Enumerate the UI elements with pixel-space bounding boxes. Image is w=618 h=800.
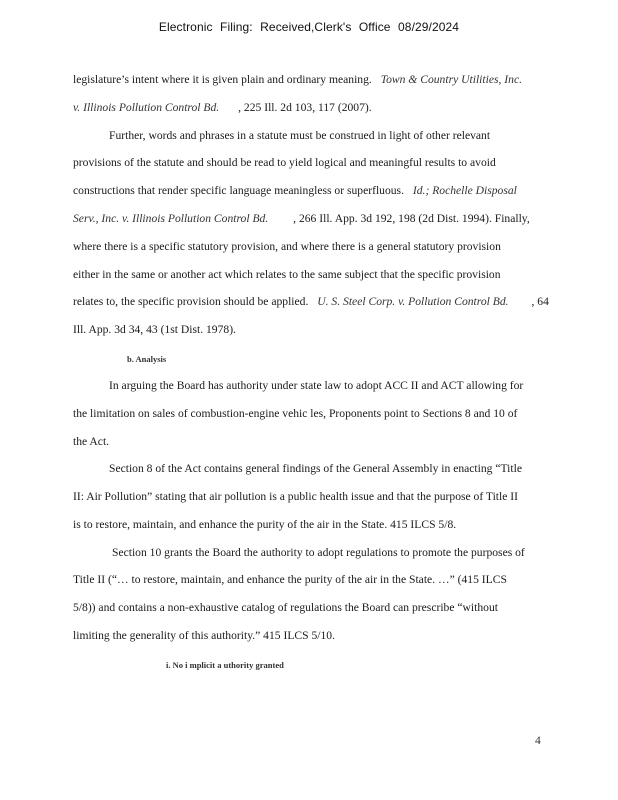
case-citation: ; Rochelle Disposal (425, 184, 517, 197)
case-citation: Id. (412, 184, 426, 197)
section-heading-i: i. No i mplicit a uthority granted (166, 660, 284, 670)
text-line: is to restore, maintain, and enhance the purity of the air in the State. 415 ILCS 5/8. (73, 518, 457, 531)
text-line (73, 101, 372, 114)
page-number: 4 (535, 734, 541, 747)
filing-header: Electronic Filing: Received,Clerk's Office 08/29/2024 (158, 20, 460, 34)
text-run: , 266 Ill. App. 3d 192, 198 (2d Dist. 1994). Finally, (293, 212, 530, 225)
text-line: either in the same or another act which relates to the same subject that the specific provision (73, 268, 501, 281)
text-run: relates to, the specific provision should be applied. (73, 295, 309, 308)
text-line: Section 10 grants the Board the authority to adopt regulations to promote the purposes of (112, 546, 525, 559)
text-line: Section 8 of the Act contains general findings of the General Assembly in enacting “Title (109, 462, 522, 475)
case-citation: v. Illinois Pollution Control Bd. (73, 101, 220, 114)
text-run: , 64 (531, 295, 549, 308)
text-line: the limitation on sales of combustion-engine vehic les, Proponents point to Sections 8 and 10 of (73, 407, 518, 420)
text-run: , 225 Ill. 2d 103, 117 (2007). (238, 101, 372, 114)
text-line (73, 184, 517, 197)
text-line: Title II (“… to restore, maintain, and enhance the purity of the air in the State. …” (415 ILCS (73, 573, 507, 586)
text-run: legislature’s intent where it is given plain and ordinary meaning. (73, 73, 372, 86)
text-line: provisions of the statute and should be read to yield logical and meaningful results to avoid (73, 156, 496, 169)
text-line: 5/8)) and contains a non-exhaustive catalog of regulations the Board can prescribe “without (73, 601, 498, 614)
case-citation: U. S. Steel Corp. v. Pollution Control Bd. (317, 295, 509, 308)
text-line: Further, words and phrases in a statute must be construed in light of other relevant (109, 129, 491, 142)
text-line (73, 73, 522, 86)
text-run: constructions that render specific language meaningless or superfluous. (73, 184, 404, 197)
text-line: II: Air Pollution” stating that air pollution is a public health issue and that the purpose of Title II (73, 490, 519, 503)
case-citation: Serv., Inc. v. Illinois Pollution Control Bd. (73, 212, 269, 225)
text-line: where there is a specific statutory provision, and where there is a general statutory provision (73, 240, 501, 253)
text-line (73, 212, 530, 225)
text-line: Ill. App. 3d 34, 43 (1st Dist. 1978). (73, 323, 236, 336)
case-citation: Town & Country Utilities, Inc. (380, 73, 522, 86)
text-line: the Act. (73, 435, 110, 448)
text-line (73, 295, 549, 308)
text-line: In arguing the Board has authority under state law to adopt ACC II and ACT allowing for (109, 379, 524, 392)
text-line: limiting the generality of this authority.” 415 ILCS 5/10. (73, 629, 336, 642)
section-heading-b: b. Analysis (127, 354, 167, 364)
